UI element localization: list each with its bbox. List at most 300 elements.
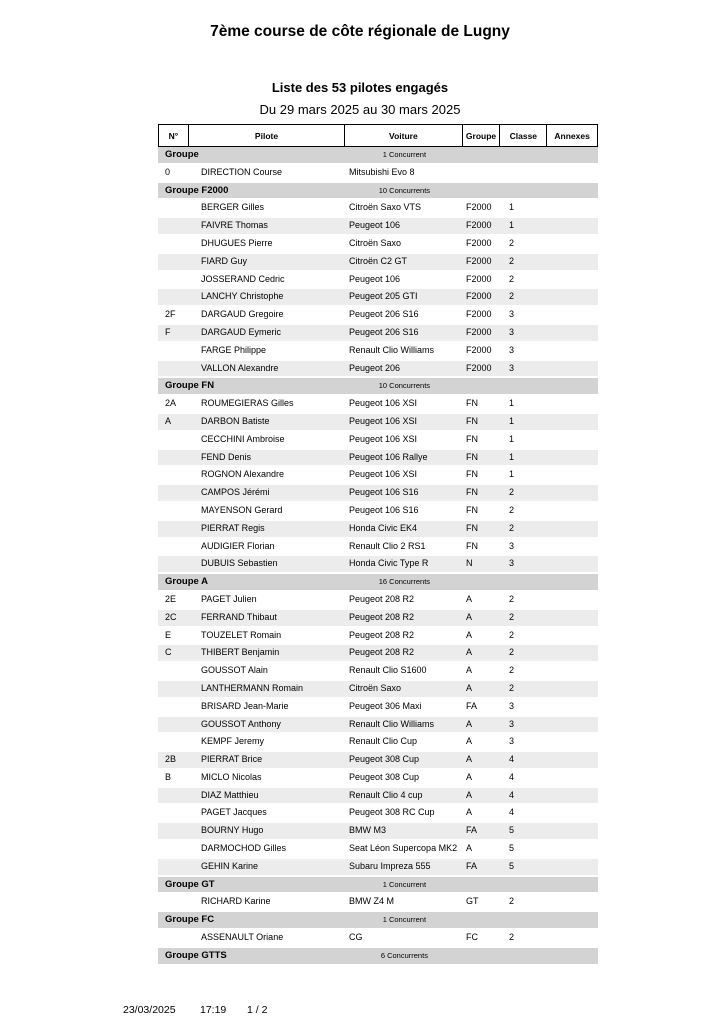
cell-annexes [548, 414, 598, 430]
cell-annexes [548, 610, 598, 626]
cell-class: 1 [509, 415, 515, 426]
cell-num [158, 699, 188, 715]
table-row [158, 859, 598, 875]
cell-group: A [466, 807, 473, 818]
cell-class: 4 [509, 754, 515, 765]
cell-class: 2 [509, 665, 515, 676]
header-annexes: Annexes [554, 130, 590, 141]
cell-class: 3 [509, 558, 515, 569]
table-row [158, 521, 598, 537]
table-row [158, 485, 598, 501]
cell-num [158, 503, 188, 519]
table-row [158, 645, 598, 661]
cell-pilot: PIERRAT Regis [201, 522, 265, 533]
table-row [158, 752, 598, 768]
cell-group: FN [466, 469, 478, 480]
cell-car: Citroën Saxo [349, 237, 402, 248]
cell-group: A [466, 647, 473, 658]
cell-group: A [466, 736, 473, 747]
cell-num [158, 859, 188, 875]
table-row [158, 734, 598, 750]
cell-num [158, 894, 188, 910]
cell-car: Renault Clio 2 RS1 [349, 540, 426, 551]
cell-group: A [466, 718, 473, 729]
cell-pilot: GOUSSOT Anthony [201, 718, 281, 729]
cell-class [501, 165, 548, 181]
cell-annexes [548, 734, 598, 750]
cell-annexes [548, 930, 598, 946]
cell-num [158, 521, 188, 537]
cell-car: Peugeot 308 RC Cup [349, 807, 435, 818]
group-section-row [158, 948, 598, 964]
table-row [158, 254, 598, 270]
cell-pilot: THIBERT Benjamin [201, 647, 280, 658]
table-row [158, 610, 598, 626]
cell-pilot: LANTHERMANN Romain [201, 682, 304, 693]
cell-pilot: BERGER Gilles [201, 202, 265, 213]
cell-group: F2000 [466, 237, 492, 248]
group-section-label: Groupe GTTS [165, 949, 227, 961]
cell-car: Peugeot 205 GTI [349, 291, 418, 302]
cell-car: Peugeot 106 XSI [349, 433, 418, 444]
group-section-label: Groupe A [165, 576, 208, 588]
table-row [158, 432, 598, 448]
table-row [158, 343, 598, 359]
cell-class: 2 [509, 896, 515, 907]
cell-car: Citroën C2 GT [349, 255, 408, 266]
cell-class: 2 [509, 611, 515, 622]
cell-num [158, 539, 188, 555]
table-body [158, 147, 598, 964]
page-number: 1 / 2 [247, 1004, 268, 1016]
cell-num: B [165, 771, 172, 782]
cell-car: Peugeot 106 S16 [349, 504, 419, 515]
cell-car: Peugeot 208 R2 [349, 629, 415, 640]
cell-group: F2000 [466, 344, 492, 355]
page-subtitle: Liste des 53 pilotes engagés [271, 80, 449, 95]
group-competitor-count: 16 Concurrents [378, 577, 431, 587]
cell-num [158, 841, 188, 857]
cell-pilot: GEHIN Karine [201, 860, 259, 871]
table-row [158, 503, 598, 519]
table-row [158, 823, 598, 839]
cell-car: Peugeot 208 R2 [349, 611, 415, 622]
cell-pilot: DARGAUD Gregoire [201, 309, 284, 320]
cell-class: 1 [509, 451, 515, 462]
cell-num [158, 272, 188, 288]
cell-pilot: AUDIGIER Florian [201, 540, 275, 551]
cell-group: FA [466, 825, 478, 836]
cell-class: 1 [509, 398, 515, 409]
cell-class: 4 [509, 789, 515, 800]
cell-group: A [466, 789, 473, 800]
cell-group: FA [466, 860, 478, 871]
cell-annexes [548, 805, 598, 821]
cell-num [158, 805, 188, 821]
cell-annexes [548, 467, 598, 483]
group-section-row [158, 574, 598, 590]
table-row [158, 770, 598, 786]
table-row [158, 272, 598, 288]
cell-annexes [548, 521, 598, 537]
cell-annexes [548, 645, 598, 661]
page-title: 7ème course de côte régionale de Lugny [210, 23, 510, 40]
cell-num [158, 788, 188, 804]
table-row [158, 450, 598, 466]
cell-car: Peugeot 106 [349, 220, 401, 231]
cell-group: F2000 [466, 326, 492, 337]
cell-class: 4 [509, 771, 515, 782]
cell-annexes [548, 450, 598, 466]
cell-annexes [548, 539, 598, 555]
cell-class: 1 [509, 220, 515, 231]
cell-pilot: ROGNON Alexandre [201, 469, 285, 480]
cell-num [158, 467, 188, 483]
cell-pilot: FAIVRE Thomas [201, 220, 268, 231]
cell-num [158, 823, 188, 839]
cell-car: Peugeot 308 Cup [349, 771, 420, 782]
cell-num: 0 [165, 166, 171, 177]
group-competitor-count: 1 Concurrent [382, 915, 427, 925]
cell-car: Renault Clio 4 cup [349, 789, 423, 800]
group-competitor-count: 10 Concurrents [378, 185, 431, 195]
cell-pilot: BRISARD Jean-Marie [201, 700, 289, 711]
cell-num: F [165, 326, 171, 337]
cell-pilot: FEND Denis [201, 451, 252, 462]
cell-class: 1 [509, 202, 515, 213]
cell-pilot: FARGE Philippe [201, 344, 267, 355]
cell-group: FN [466, 487, 478, 498]
cell-class: 3 [509, 326, 515, 337]
cell-car: Renault Clio S1600 [349, 665, 427, 676]
cell-class: 3 [509, 309, 515, 320]
cell-car: Mitsubishi Evo 8 [349, 166, 415, 177]
cell-car: Renault Clio Cup [349, 736, 418, 747]
table-row [158, 236, 598, 252]
table-row [158, 325, 598, 341]
cell-annexes [548, 788, 598, 804]
cell-group: F2000 [466, 291, 492, 302]
cell-num [158, 681, 188, 697]
cell-car: Peugeot 306 Maxi [349, 700, 422, 711]
cell-pilot: DIRECTION Course [201, 166, 283, 177]
cell-class: 2 [509, 629, 515, 640]
table-row [158, 307, 598, 323]
cell-group: FN [466, 522, 478, 533]
cell-class: 5 [509, 825, 515, 836]
cell-num: C [165, 647, 172, 658]
cell-num [158, 663, 188, 679]
cell-group: F2000 [466, 309, 492, 320]
cell-group: F2000 [466, 273, 492, 284]
cell-pilot: MAYENSON Gerard [201, 504, 283, 515]
cell-class: 2 [509, 291, 515, 302]
cell-class: 3 [509, 736, 515, 747]
cell-pilot: FIARD Guy [201, 255, 248, 266]
cell-group: F2000 [466, 220, 492, 231]
table-row [158, 663, 598, 679]
cell-group: FN [466, 415, 478, 426]
cell-annexes [548, 307, 598, 323]
cell-pilot: VALLON Alexandre [201, 362, 279, 373]
cell-group: FN [466, 398, 478, 409]
table-row [158, 467, 598, 483]
table-row [158, 200, 598, 216]
cell-pilot: PAGET Jacques [201, 807, 267, 818]
cell-car: Peugeot 106 XSI [349, 469, 418, 480]
cell-num [158, 734, 188, 750]
cell-group: FN [466, 504, 478, 515]
cell-pilot: JOSSERAND Cedric [201, 273, 285, 284]
cell-num [158, 289, 188, 305]
cell-car: Peugeot 206 S16 [349, 326, 419, 337]
cell-pilot: RICHARD Karine [201, 896, 271, 907]
cell-car: Peugeot 208 R2 [349, 593, 415, 604]
cell-annexes [548, 485, 598, 501]
cell-group: GT [466, 896, 479, 907]
cell-class: 2 [509, 682, 515, 693]
cell-class: 2 [509, 593, 515, 604]
cell-car: Peugeot 308 Cup [349, 754, 420, 765]
cell-annexes [548, 628, 598, 644]
cell-group [463, 165, 501, 181]
cell-annexes [548, 894, 598, 910]
cell-annexes [548, 343, 598, 359]
cell-num [158, 450, 188, 466]
cell-car: Peugeot 106 XSI [349, 398, 418, 409]
cell-car: Seat Léon Supercopa MK2 [349, 843, 458, 854]
cell-annexes [548, 717, 598, 733]
cell-pilot: CECCHINI Ambroise [201, 433, 285, 444]
table-row [158, 361, 598, 377]
group-section-label: Groupe GT [165, 878, 215, 890]
cell-annexes [548, 681, 598, 697]
group-competitor-count: 1 Concurrent [382, 150, 427, 159]
cell-group: FN [466, 451, 478, 462]
cell-group: A [466, 593, 473, 604]
cell-car: Peugeot 106 [349, 273, 401, 284]
table-row [158, 289, 598, 305]
group-section-row [158, 183, 598, 199]
cell-class: 2 [509, 487, 515, 498]
cell-car: Peugeot 106 XSI [349, 415, 418, 426]
cell-annexes [548, 859, 598, 875]
cell-car: Peugeot 206 [349, 362, 401, 373]
cell-pilot: DIAZ Matthieu [201, 789, 259, 800]
cell-annexes [548, 165, 598, 181]
cell-annexes [548, 236, 598, 252]
table-row [158, 788, 598, 804]
cell-group: N [466, 558, 473, 569]
cell-class: 3 [509, 540, 515, 551]
group-section-row [158, 147, 598, 163]
print-time: 17:19 [200, 1004, 227, 1016]
cell-pilot: ROUMEGIERAS Gilles [201, 398, 294, 409]
cell-num [158, 930, 188, 946]
table-row [158, 805, 598, 821]
cell-car: Peugeot 206 S16 [349, 309, 419, 320]
cell-class: 2 [509, 273, 515, 284]
cell-annexes [548, 432, 598, 448]
cell-group: A [466, 682, 473, 693]
cell-num: 2A [165, 398, 177, 409]
cell-car: Honda Civic EK4 [349, 522, 418, 533]
header-group: Groupe [463, 125, 501, 146]
cell-pilot: PIERRAT Brice [201, 754, 263, 765]
cell-class: 3 [509, 700, 515, 711]
cell-pilot: DHUGUES Pierre [201, 237, 273, 248]
header-car: Voiture [345, 125, 462, 146]
group-section-label: Groupe FC [165, 914, 215, 926]
cell-annexes [548, 592, 598, 608]
cell-group: A [466, 754, 473, 765]
cell-num: 2F [165, 309, 176, 320]
cell-num [158, 236, 188, 252]
cell-annexes [548, 823, 598, 839]
cell-annexes [548, 289, 598, 305]
table-row [158, 396, 598, 412]
table-row [158, 894, 598, 910]
table-row [158, 556, 598, 572]
cell-annexes [548, 272, 598, 288]
cell-num [158, 361, 188, 377]
cell-class: 1 [509, 433, 515, 444]
cell-group: A [466, 629, 473, 640]
cell-car: Citroën Saxo VTS [349, 202, 422, 213]
cell-group: FA [466, 700, 478, 711]
table-row [158, 539, 598, 555]
group-section-row [158, 877, 598, 893]
cell-pilot: PAGET Julien [201, 593, 257, 604]
cell-pilot: DARGAUD Eymeric [201, 326, 282, 337]
cell-annexes [548, 396, 598, 412]
cell-pilot: TOUZELET Romain [201, 629, 282, 640]
cell-pilot: CAMPOS Jérémi [201, 487, 270, 498]
cell-group: A [466, 665, 473, 676]
cell-pilot: BOURNY Hugo [201, 825, 264, 836]
cell-pilot: DARBON Batiste [201, 415, 270, 426]
cell-class: 2 [509, 932, 515, 943]
cell-group: F2000 [466, 362, 492, 373]
group-competitor-count: 1 Concurrent [382, 879, 427, 889]
cell-num: 2B [165, 754, 177, 765]
cell-class: 2 [509, 522, 515, 533]
cell-num: 2C [165, 611, 177, 622]
cell-car: Renault Clio Williams [349, 718, 435, 729]
table-row [158, 930, 598, 946]
cell-class: 2 [509, 237, 515, 248]
cell-pilot: LANCHY Christophe [201, 291, 284, 302]
cell-car: Peugeot 208 R2 [349, 647, 415, 658]
cell-class: 3 [509, 362, 515, 373]
group-section-row [158, 912, 598, 928]
cell-num [158, 432, 188, 448]
cell-num [158, 218, 188, 234]
table-row [158, 218, 598, 234]
cell-class: 2 [509, 255, 515, 266]
cell-car: Subaru Impreza 555 [349, 860, 431, 871]
table-row [158, 414, 598, 430]
group-section-label: Groupe FN [165, 380, 215, 392]
cell-num: A [165, 415, 172, 426]
cell-group: A [466, 843, 473, 854]
cell-group: FC [466, 932, 478, 943]
header-pilot: Pilote [189, 125, 345, 146]
cell-car: Peugeot 106 S16 [349, 487, 419, 498]
cell-num: 2E [165, 593, 177, 604]
cell-num [158, 556, 188, 572]
group-competitor-count: 10 Concurrents [378, 381, 431, 391]
cell-car: BMW Z4 M [349, 896, 394, 907]
cell-num [158, 254, 188, 270]
cell-class: 3 [509, 718, 515, 729]
cell-annexes [548, 361, 598, 377]
cell-annexes [548, 752, 598, 768]
cell-group: A [466, 771, 473, 782]
table-row [158, 699, 598, 715]
group-section-label: Groupe [165, 149, 199, 160]
cell-group: F2000 [466, 255, 492, 266]
cell-class: 5 [509, 843, 515, 854]
cell-car: Peugeot 106 Rallye [349, 451, 428, 462]
cell-car: Honda Civic Type R [349, 558, 429, 569]
header-class: Classe [500, 125, 547, 146]
table-row [158, 592, 598, 608]
group-section-label: Groupe F2000 [165, 184, 229, 196]
cell-pilot: FERRAND Thibaut [201, 611, 277, 622]
cell-group: FN [466, 433, 478, 444]
cell-car: CG [349, 932, 363, 943]
cell-class: 2 [509, 647, 515, 658]
table-row [158, 165, 598, 181]
cell-annexes [548, 770, 598, 786]
cell-num [158, 200, 188, 216]
header-num: N° [159, 125, 189, 146]
cell-car: BMW M3 [349, 825, 386, 836]
table-row [158, 628, 598, 644]
cell-num: E [165, 629, 172, 640]
cell-annexes [548, 503, 598, 519]
cell-annexes [548, 556, 598, 572]
cell-class: 1 [509, 469, 515, 480]
cell-pilot: MICLO Nicolas [201, 771, 262, 782]
cell-pilot: KEMPF Jeremy [201, 736, 265, 747]
cell-class: 2 [509, 504, 515, 515]
cell-class: 5 [509, 860, 515, 871]
cell-pilot: ASSENAULT Oriane [201, 932, 284, 943]
entry-list-table [158, 124, 598, 966]
cell-annexes [548, 841, 598, 857]
cell-group: FN [466, 540, 478, 551]
cell-num [158, 717, 188, 733]
cell-pilot: DARMOCHOD Gilles [201, 843, 287, 854]
print-date: 23/03/2025 [123, 1004, 176, 1016]
cell-annexes [548, 699, 598, 715]
cell-annexes [548, 254, 598, 270]
cell-group: F2000 [466, 202, 492, 213]
cell-class: 3 [509, 344, 515, 355]
cell-class: 4 [509, 807, 515, 818]
cell-num [158, 485, 188, 501]
cell-annexes [548, 325, 598, 341]
cell-pilot: GOUSSOT Alain [201, 665, 268, 676]
cell-group: A [466, 611, 473, 622]
cell-annexes [548, 663, 598, 679]
cell-car: Renault Clio Williams [349, 344, 435, 355]
group-competitor-count: 6 Concurrents [380, 950, 428, 960]
group-section-row [158, 378, 598, 394]
cell-annexes [548, 218, 598, 234]
